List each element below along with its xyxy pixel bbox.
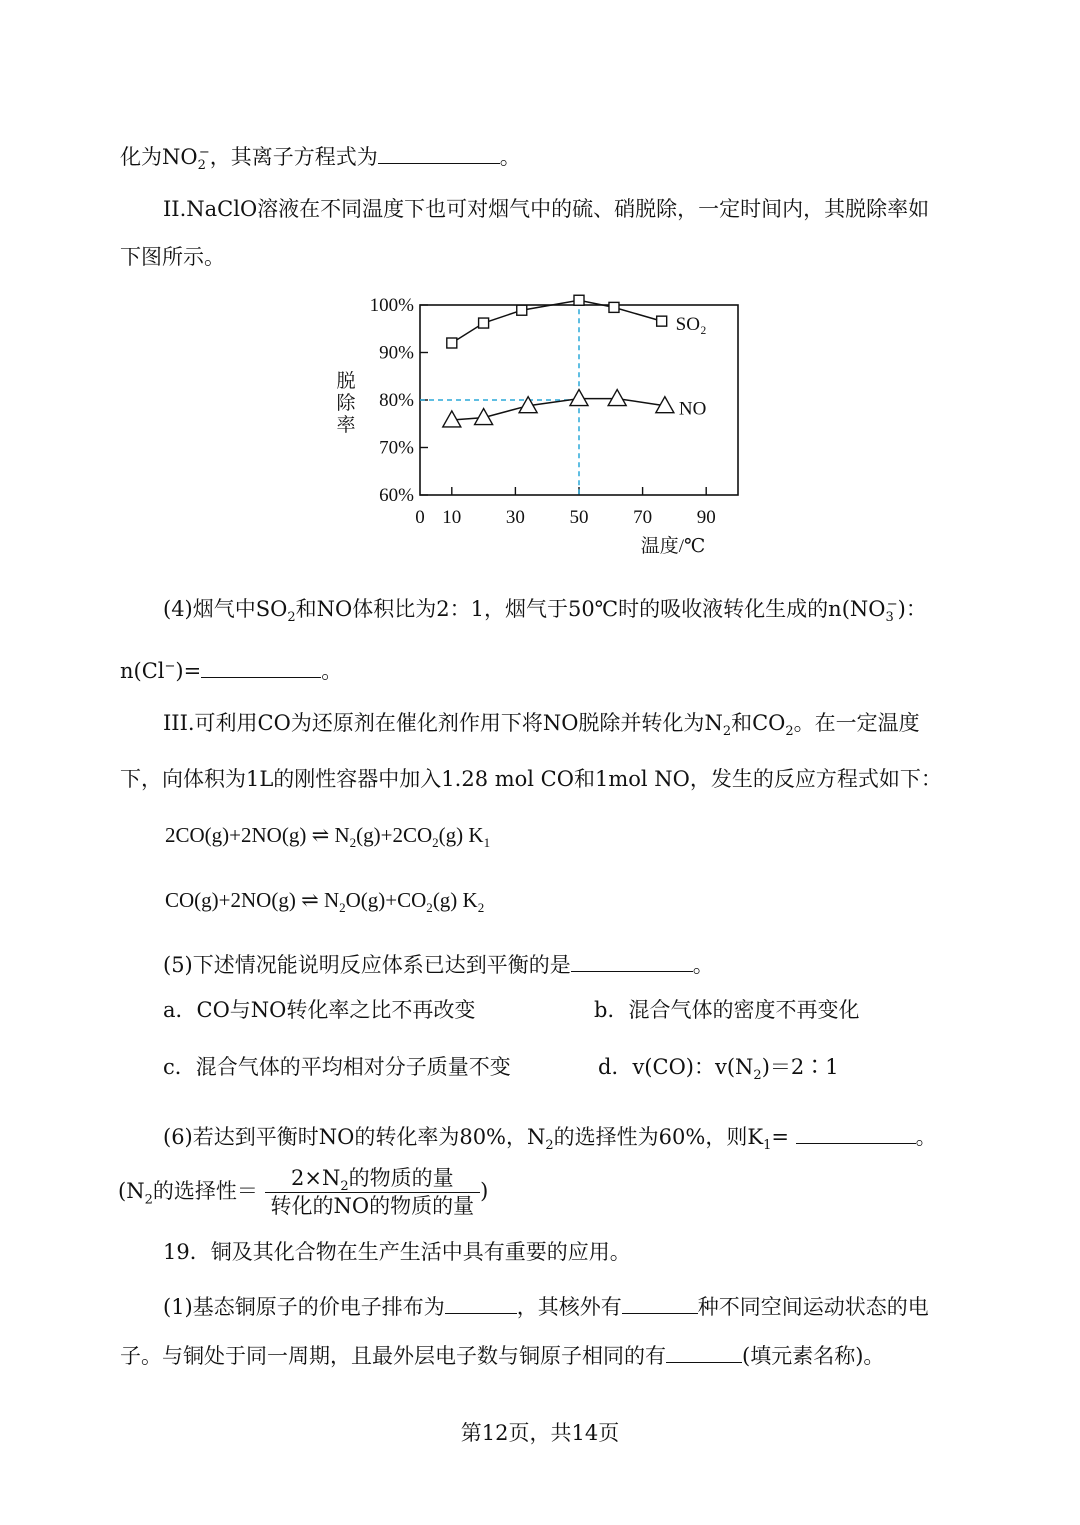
y-axis-label-char: 脱 [336, 371, 356, 392]
x-tick-label: 70 [633, 507, 653, 528]
chart-reference-lines [420, 300, 579, 495]
option-b[interactable]: b．混合气体的密度不再变化 [594, 998, 860, 1022]
chart-series [443, 295, 674, 427]
series-label: NO [678, 398, 707, 420]
equation-2: CO(g)+2NO(g) ⇌ $N_2O(g)+CO_2(g)$ $K_2$ [165, 888, 485, 916]
data-point-square [657, 316, 667, 326]
data-point-square [517, 305, 527, 315]
text-line-1: 化为$NO_2^-$，其离子方程式为 。 [120, 141, 521, 170]
question-19: 19．铜及其化合物在生产生活中具有重要的应用。 [163, 1240, 631, 1264]
section-ii-line-1: II.NaClO溶液在不同温度下也可对烟气中的硫、硝脱除，一定时间内，其脱除率如 [163, 197, 930, 221]
question-4-line-1: (4)烟气中$SO_2$和NO体积比为2：1，烟气于50℃时的吸收液转化生成的$n(NO_3^-)$： [163, 597, 927, 626]
data-point-square [574, 295, 584, 305]
question-5: (5)下述情况能说明反应体系已达到平衡的是 。 [163, 949, 714, 978]
x-tick-label: 50 [569, 507, 589, 528]
question-4-line-2: n(Cl−)= 。 [120, 655, 342, 684]
equation-1: 2CO(g)+2NO(g) ⇌ $N_2(g)+2CO_2(g)$ $K_1$ [165, 823, 491, 851]
option-a[interactable]: a．CO与NO转化率之比不再改变 [163, 998, 476, 1022]
answer-blank-valence-config[interactable] [445, 1291, 517, 1314]
y-tick-label: 70% [379, 437, 414, 459]
y-tick-label: 60% [379, 485, 414, 506]
question-19-1-line-2: 子。与铜处于同一周期，且最外层电子数与铜原子相同的有 (填元素名称)。 [120, 1340, 884, 1369]
y-tick-label: 100% [369, 295, 414, 316]
answer-blank-equilibrium[interactable] [571, 949, 693, 972]
equilibrium-arrow-icon: ⇌ [311, 823, 330, 847]
data-point-square [609, 302, 619, 312]
y-tick-label: 90% [379, 342, 414, 364]
section-iii-line-1: III.可利用CO为还原剂在催化剂作用下将NO脱除并转化为$N_2$和$CO_2$。在一定温度 [163, 711, 920, 740]
data-point-square [479, 318, 489, 328]
series-label: SO₂ [675, 314, 707, 336]
y-axis-label-char: 除 [336, 393, 356, 414]
section-ii-line-2: 下图所示。 [120, 245, 225, 269]
data-point-triangle [608, 390, 626, 406]
equilibrium-arrow-icon: ⇌ [301, 888, 319, 912]
x-axis-label: 温度/℃ [640, 536, 706, 557]
answer-blank-ratio[interactable] [201, 655, 321, 678]
answer-blank-k1[interactable] [796, 1121, 916, 1144]
data-point-triangle [570, 390, 588, 406]
selectivity-definition: ($N_2$的选择性＝ $\frac{2\times N_2的物质的量}{\text{转化的NO的物质的量}}$ ) [118, 1166, 489, 1219]
question-6: (6)若达到平衡时NO的转化率为80%，$N_2$的选择性为60%，则$K_1=$ 。 [163, 1121, 937, 1150]
answer-blank-space-states[interactable] [622, 1291, 698, 1314]
x-tick-label: 10 [442, 507, 462, 528]
x-tick-label: 0 [415, 507, 425, 528]
option-c[interactable]: c．混合气体的平均相对分子质量不变 [163, 1055, 511, 1079]
y-axis-label-char: 率 [336, 415, 356, 436]
y-tick-label: 80% [379, 390, 414, 411]
removal-rate-chart [320, 290, 740, 560]
question-19-1-line-1: (1)基态铜原子的价电子排布为 ，其核外有 种不同空间运动状态的电 [163, 1291, 929, 1320]
page-footer: 第12页，共14页 [460, 1421, 620, 1445]
x-tick-label: 90 [696, 507, 716, 528]
section-iii-line-2: 下，向体积为1L的刚性容器中加入1.28 mol CO和1mol NO，发生的反应方程式如下： [120, 767, 942, 791]
option-d[interactable]: d．v(CO)：$v(N_2)=2∶1$ [598, 1055, 839, 1084]
answer-blank-elements[interactable] [666, 1340, 742, 1363]
selectivity-fraction: $\frac{2\times N_2的物质的量}{\text{转化的NO的物质的量}}$ [265, 1166, 481, 1219]
data-point-square [447, 338, 457, 348]
answer-blank-ion-equation[interactable] [378, 141, 500, 164]
x-tick-label: 30 [505, 507, 525, 528]
